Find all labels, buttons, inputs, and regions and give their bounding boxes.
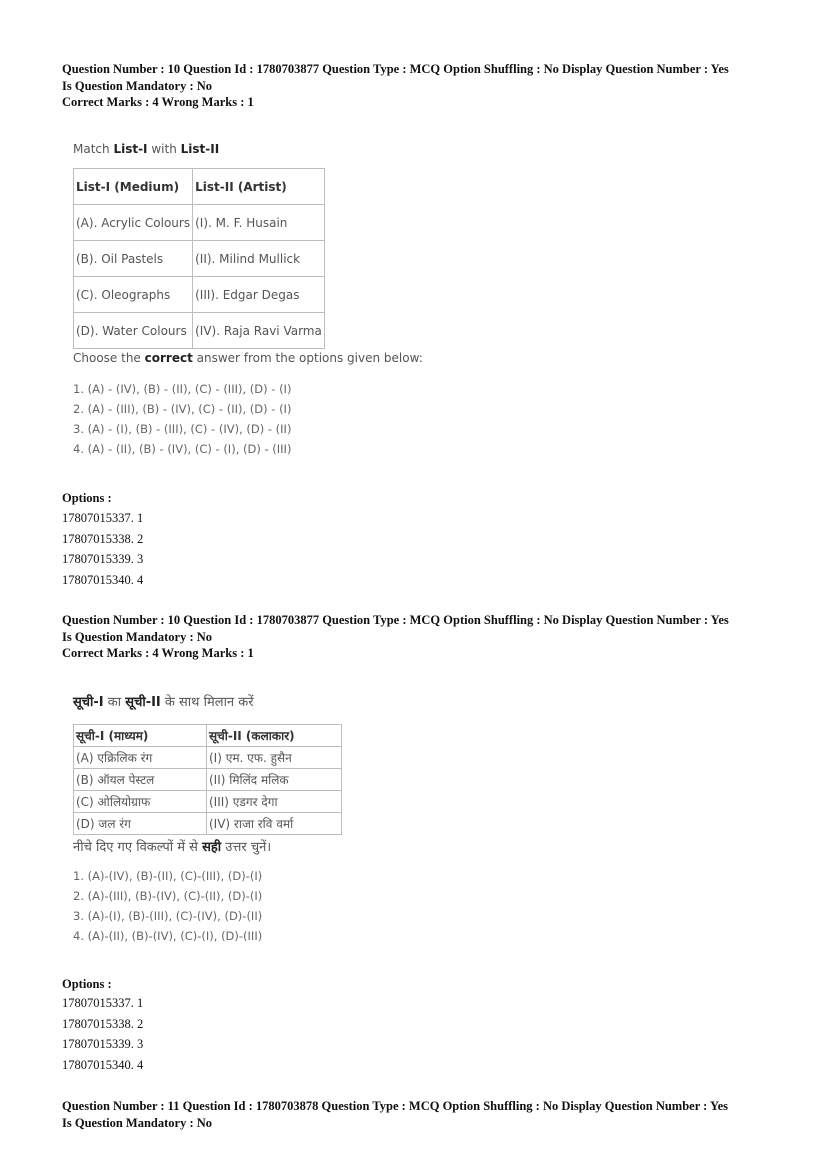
question-image <box>73 692 342 949</box>
choice-item: 2. (A)-(III), (B)-(IV), (C)-(II), (D)-(I) <box>73 889 263 903</box>
question-header <box>62 61 782 111</box>
question-header <box>62 612 782 662</box>
table-cell: (IV). Raja Ravi Varma <box>193 313 325 349</box>
choice-item: 3. (A) - (I), (B) - (III), (C) - (IV), (D) - (II) <box>73 422 292 436</box>
mandatory-line: Is Question Mandatory : No <box>62 629 213 644</box>
marks-line: Correct Marks : 4 Wrong Marks : 1 <box>62 646 254 660</box>
table-header-cell: सूची-I (माध्यम) <box>74 725 207 747</box>
table-cell: (III). Edgar Degas <box>193 277 325 313</box>
table-cell: (II). Milind Mullick <box>193 241 325 277</box>
table-row <box>74 277 325 313</box>
marks-line: Correct Marks : 4 Wrong Marks : 1 <box>62 95 254 109</box>
table-cell: (B). Oil Pastels <box>74 241 193 277</box>
table-cell: (D). Water Colours <box>74 313 193 349</box>
question-intro: सूची-I का सूची-II के साथ मिलान करें <box>73 695 254 710</box>
table-header-cell: List-II (Artist) <box>193 169 325 205</box>
table-cell: (A). Acrylic Colours <box>74 205 193 241</box>
option-item: 17807015338. 2 <box>62 1016 144 1031</box>
table-header-cell: सूची-II (कलाकार) <box>207 725 342 747</box>
choice-item: 1. (A)-(IV), (B)-(II), (C)-(III), (D)-(I) <box>73 869 263 883</box>
option-item: 17807015338. 2 <box>62 531 144 546</box>
mandatory-line: Is Question Mandatory : No <box>62 78 213 93</box>
table-cell: (I) एम. एफ. हुसैन <box>207 747 342 769</box>
table-row <box>74 313 325 349</box>
table-cell: (C). Oleographs <box>74 277 193 313</box>
table-cell: (C) ओलियोग्राफ <box>74 791 207 813</box>
table-header-cell: List-I (Medium) <box>74 169 193 205</box>
choice-item: 1. (A) - (IV), (B) - (II), (C) - (III), (D) - (I) <box>73 382 292 396</box>
table-cell: (B) ऑयल पेस्टल <box>74 769 207 791</box>
table-cell: (D) जल रंग <box>74 813 207 835</box>
answer-choices <box>73 382 423 462</box>
choice-item: 4. (A)-(II), (B)-(IV), (C)-(I), (D)-(III) <box>73 929 263 943</box>
table-cell: (II) मिलिंद मलिक <box>207 769 342 791</box>
question-meta: Question Number : 10 Question Id : 1780703877 Question Type : MCQ Option Shuffling : No Display Question Number : Yes <box>62 62 729 76</box>
table-header-row <box>74 725 342 747</box>
option-item: 17807015337. 1 <box>62 511 144 525</box>
question-image <box>73 142 423 462</box>
option-item: 17807015337. 1 <box>62 996 144 1010</box>
choice-item: 4. (A) - (II), (B) - (IV), (C) - (I), (D) - (III) <box>73 442 292 456</box>
table-cell: (IV) राजा रवि वर्मा <box>207 813 342 835</box>
option-item: 17807015339. 3 <box>62 552 144 566</box>
table-row <box>74 747 342 769</box>
options-label: Options : <box>62 977 112 991</box>
mandatory-line: Is Question Mandatory : No <box>62 1115 213 1130</box>
question-meta: Question Number : 11 Question Id : 1780703878 Question Type : MCQ Option Shuffling : No Display Question Number : Yes <box>62 1099 729 1113</box>
question-instruction: Choose the correct answer from the options given below: <box>73 351 423 365</box>
table-cell: (III) एडगर देगा <box>207 791 342 813</box>
option-item: 17807015340. 4 <box>62 1057 144 1072</box>
table-cell: (I). M. F. Husain <box>193 205 325 241</box>
question-intro: Match List-I with List-II <box>73 142 220 156</box>
option-item: 17807015340. 4 <box>62 572 144 587</box>
answer-choices <box>73 869 342 949</box>
choice-item: 2. (A) - (III), (B) - (IV), (C) - (II), (D) - (I) <box>73 402 292 416</box>
match-table <box>73 168 325 349</box>
options-label: Options : <box>62 491 112 505</box>
table-cell: (A) एक्रिलिक रंग <box>74 747 207 769</box>
question-header <box>62 1098 782 1131</box>
match-table <box>73 724 342 835</box>
table-row <box>74 791 342 813</box>
question-meta: Question Number : 10 Question Id : 1780703877 Question Type : MCQ Option Shuffling : No Display Question Number : Yes <box>62 613 729 627</box>
choice-item: 3. (A)-(I), (B)-(III), (C)-(IV), (D)-(II) <box>73 909 263 923</box>
question-instruction: नीचे दिए गए विकल्पों में से सही उत्तर चुनें। <box>73 840 272 855</box>
table-row <box>74 241 325 277</box>
table-row <box>74 813 342 835</box>
option-item: 17807015339. 3 <box>62 1037 144 1051</box>
table-header-row <box>74 169 325 205</box>
table-row <box>74 205 325 241</box>
options-list <box>62 508 143 590</box>
table-row <box>74 769 342 791</box>
options-list <box>62 993 143 1075</box>
